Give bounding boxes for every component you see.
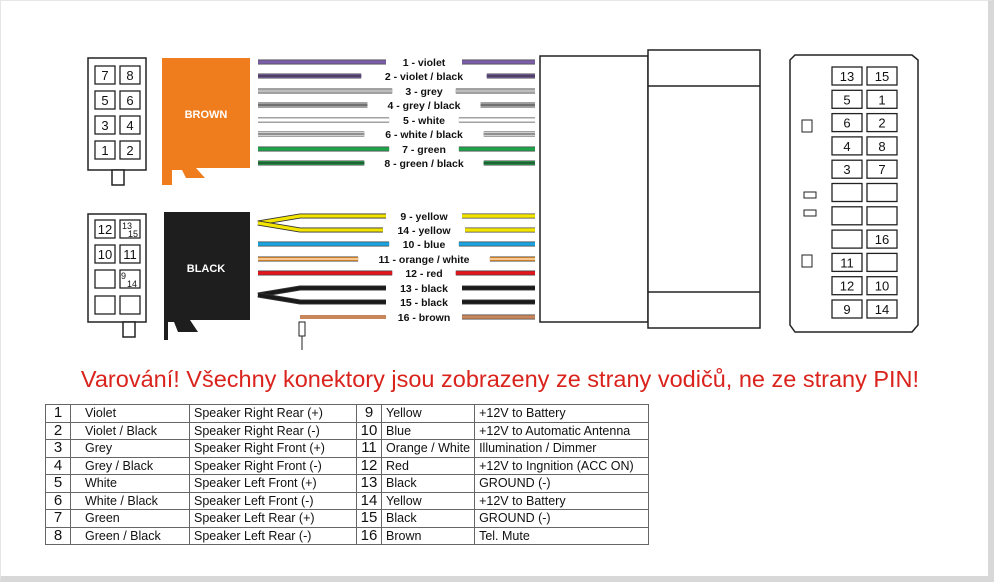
wire <box>258 57 535 69</box>
table-cell-pin2: 9 <box>357 405 382 423</box>
wire-label: 11 - orange / white <box>378 254 470 266</box>
wire-label: 4 - grey / black <box>387 100 461 112</box>
iso-pin-label: 9 <box>843 302 851 317</box>
table-row <box>46 405 649 423</box>
wire <box>258 100 535 112</box>
table-row <box>46 475 649 493</box>
table-cell-pin2: 11 <box>357 440 382 458</box>
table-cell-function2: +12V to Battery <box>475 492 649 510</box>
table-cell-function2: +12V to Automatic Antenna <box>475 422 649 440</box>
wire-label: 2 - violet / black <box>384 71 464 83</box>
warning-text: Varování! Všechny konektory jsou zobrazeny ze strany vodičů, ne ze strany PIN! <box>80 366 920 392</box>
brown-connector <box>162 58 250 185</box>
wire <box>258 239 535 251</box>
wire-label: 5 - white <box>402 115 446 127</box>
table-cell-function2: +12V to Battery <box>475 405 649 423</box>
wire <box>258 223 535 237</box>
table-cell-function: Speaker Left Front (+) <box>190 475 357 493</box>
iso-pin-label: 7 <box>878 162 886 178</box>
wire <box>258 86 535 98</box>
table-cell-pin: 2 <box>46 422 71 440</box>
wire-label: 16 - brown <box>397 312 451 324</box>
brown-pin-label: 6 <box>126 93 134 108</box>
table-cell-pin2: 12 <box>357 457 382 475</box>
iso-pin-label: 5 <box>843 92 851 108</box>
table-cell-pin2: 16 <box>357 527 382 545</box>
table-cell-function: Speaker Right Front (+) <box>190 440 357 458</box>
table-cell-pin2: 14 <box>357 492 382 510</box>
table-cell-color: Grey <box>71 440 190 458</box>
wire-label: 14 - yellow <box>397 225 451 237</box>
table-cell-color: Green / Black <box>71 527 190 545</box>
brown-pin-label: 8 <box>126 68 134 83</box>
wire <box>258 211 535 223</box>
table-cell-color2: Blue <box>382 422 475 440</box>
brown-pin-label: 4 <box>126 118 134 133</box>
brown-pin-label: 5 <box>101 93 109 108</box>
table-cell-function: Speaker Right Front (-) <box>190 457 357 475</box>
table-cell-function2: GROUND (-) <box>475 510 649 528</box>
wire <box>258 254 535 266</box>
table-cell-function2: Tel. Mute <box>475 527 649 545</box>
iso-pin-label: 6 <box>843 115 851 131</box>
wire-label: 8 - green / black <box>384 158 464 170</box>
wire <box>258 144 535 156</box>
iso-pin-cell <box>832 184 862 202</box>
iso-pin-cell <box>867 184 897 202</box>
black-pin-block <box>88 214 146 337</box>
brown-pin-label: 2 <box>126 143 134 158</box>
wire-label: 7 - green <box>402 144 446 156</box>
iso-pin-cell <box>832 207 862 225</box>
black-pin-label: 14 <box>127 279 138 289</box>
table-row <box>46 440 649 458</box>
iso-pin-cell <box>832 230 862 248</box>
table-cell-pin: 3 <box>46 440 71 458</box>
black-pin-label: 9 <box>121 271 127 281</box>
iso-pin-label: 4 <box>843 138 851 154</box>
wire <box>258 283 535 295</box>
table-cell-function: Speaker Left Rear (-) <box>190 527 357 545</box>
table-cell-function2: +12V to Ingnition (ACC ON) <box>475 457 649 475</box>
wire-label: 15 - black <box>400 297 448 309</box>
brown-pin-block <box>88 58 146 185</box>
table-row <box>46 492 649 510</box>
table-cell-color: White <box>71 475 190 493</box>
table-row <box>46 510 649 528</box>
iso-pin-label: 8 <box>878 138 886 154</box>
table-cell-color: Violet <box>71 405 190 423</box>
wire-label: 6 - white / black <box>385 129 463 141</box>
wire <box>300 312 535 324</box>
table-cell-function: Speaker Left Front (-) <box>190 492 357 510</box>
table-cell-color: Grey / Black <box>71 457 190 475</box>
table-cell-color2: Orange / White <box>382 440 475 458</box>
wire <box>258 71 535 83</box>
brown-pin-label: 1 <box>101 143 109 158</box>
wire-label: 10 - blue <box>402 239 446 251</box>
wire-label: 13 - black <box>400 283 448 295</box>
table-cell-function: Speaker Left Rear (+) <box>190 510 357 528</box>
wire <box>258 158 535 170</box>
pinout-table <box>45 404 649 545</box>
table-cell-function: Speaker Right Rear (-) <box>190 422 357 440</box>
table-cell-color2: Black <box>382 475 475 493</box>
table-cell-pin: 4 <box>46 457 71 475</box>
brown-pin-label: 7 <box>101 68 109 83</box>
iso-pin-label: 3 <box>843 162 851 178</box>
table-cell-color: Violet / Black <box>71 422 190 440</box>
table-cell-color: White / Black <box>71 492 190 510</box>
brown-pin-label: 3 <box>101 118 109 133</box>
adapter-housing <box>540 50 760 328</box>
iso-pin-cell <box>867 253 897 271</box>
black-pin-label: 15 <box>128 229 139 239</box>
table-cell-function2: GROUND (-) <box>475 475 649 493</box>
black-label: BLACK <box>186 263 226 275</box>
wire-label: 3 - grey <box>405 86 443 98</box>
table-cell-pin: 7 <box>46 510 71 528</box>
black-pin-label: 10 <box>97 247 113 262</box>
table-cell-function: Speaker Right Rear (+) <box>190 405 357 423</box>
black-connector <box>164 212 250 340</box>
table-cell-pin2: 13 <box>357 475 382 493</box>
black-pin-label: 13 <box>122 221 133 231</box>
iso-pin-label: 16 <box>874 232 890 248</box>
iso-pin-label: 12 <box>839 278 855 294</box>
table-cell-color2: Black <box>382 510 475 528</box>
table-cell-color2: Yellow <box>382 405 475 423</box>
table-cell-pin: 1 <box>46 405 71 423</box>
table-cell-color2: Brown <box>382 527 475 545</box>
table-cell-pin: 8 <box>46 527 71 545</box>
black-pin-label: 11 <box>123 247 137 262</box>
table-cell-pin: 5 <box>46 475 71 493</box>
table-row <box>46 527 649 545</box>
iso-connector <box>790 55 918 332</box>
wire <box>258 115 535 127</box>
wire <box>258 129 535 141</box>
table-cell-color2: Yellow <box>382 492 475 510</box>
black-pin-cell <box>120 296 140 314</box>
table-row <box>46 457 649 475</box>
wire <box>258 295 535 309</box>
iso-pin-label: 10 <box>874 278 890 294</box>
brown-label: BROWN <box>184 109 228 121</box>
black-pin-label: 12 <box>97 222 113 237</box>
iso-pin-label: 14 <box>874 302 890 317</box>
wire-label: 9 - yellow <box>400 211 448 223</box>
wire-label: 1 - violet <box>402 57 446 69</box>
iso-pin-label: 1 <box>878 92 886 108</box>
iso-pin-label: 15 <box>874 69 890 84</box>
table-cell-pin2: 10 <box>357 422 382 440</box>
iso-pin-label: 2 <box>878 115 886 131</box>
wire-splice <box>299 322 305 350</box>
table-cell-function2: Illumination / Dimmer <box>475 440 649 458</box>
iso-pin-label: 11 <box>840 255 854 271</box>
table-cell-pin: 6 <box>46 492 71 510</box>
wire-bundle <box>258 57 535 324</box>
table-cell-color2: Red <box>382 457 475 475</box>
wire-label: 12 - red <box>405 268 443 280</box>
table-cell-pin2: 15 <box>357 510 382 528</box>
wire <box>258 268 535 280</box>
table-row <box>46 422 649 440</box>
iso-pin-cell <box>867 207 897 225</box>
iso-pin-label: 13 <box>839 69 855 84</box>
black-pin-cell <box>95 270 115 288</box>
black-pin-cell <box>95 296 115 314</box>
table-cell-color: Green <box>71 510 190 528</box>
